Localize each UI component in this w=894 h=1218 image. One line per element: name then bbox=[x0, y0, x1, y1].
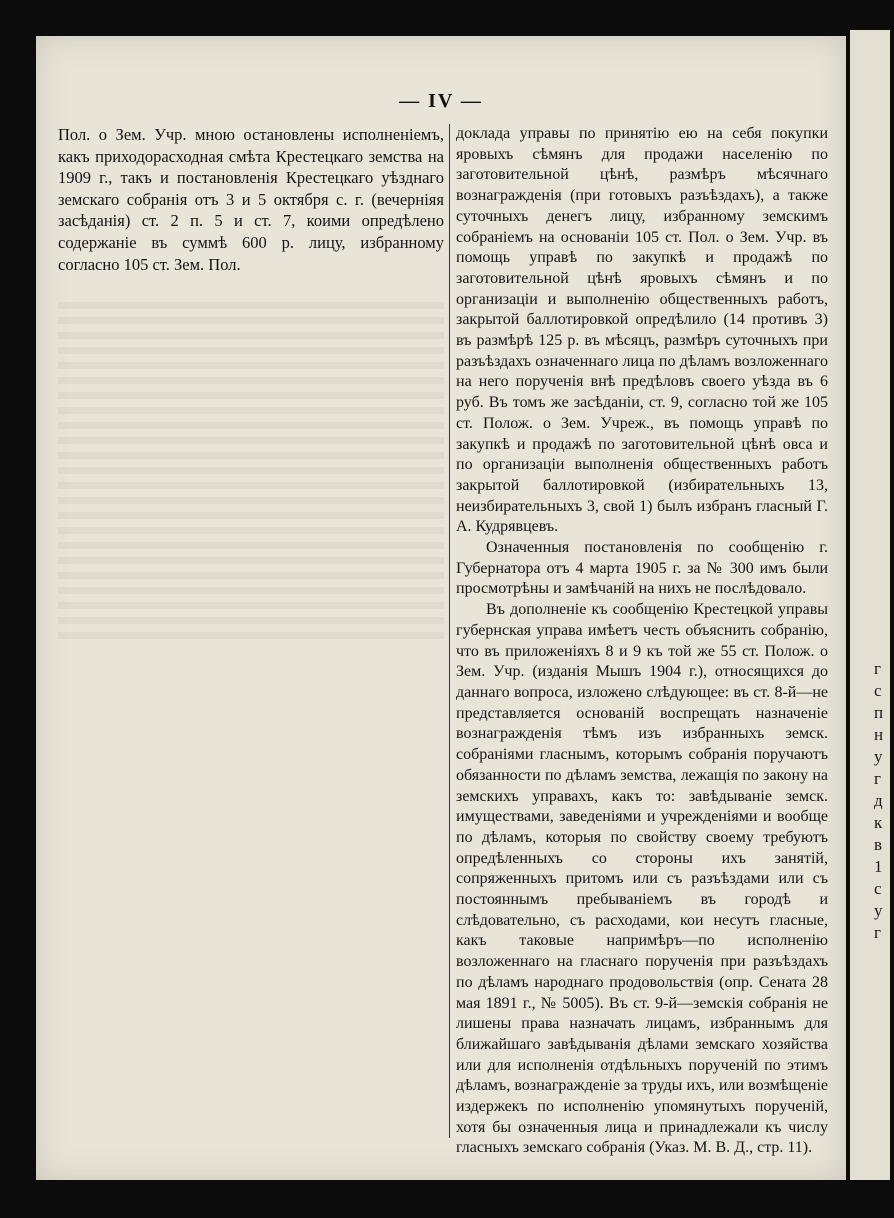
right-paragraph-3: Въ дополненіе къ сообщенію Крестецкой управы губернская управа имѣетъ честь объяснить собранію, что въ приложеніяхъ 8 и 9 къ той же 55 ст. Полож. о Зем. Учр. (изданія Мышъ 1904 г.), относящихся до даннаго вопроса, изложено слѣдующее: въ ст. 8-й—не представляется основаній воспрещать назначеніе вознагражденія тѣмъ изъ избранныхъ земск. собраніями гласнымъ, которымъ собранія поручаютъ обязанности по дѣламъ земства, лежащія по закону на земскихъ управахъ, какъ то: завѣдываніе земск. имуществами, заведеніями и учрежденіями и вообще по дѣламъ, которыя по свойству своему требуютъ опредѣленныхъ со стороны ихъ занятій, сопряженныхъ притомъ или съ разъѣздами или съ постояннымъ пребываніемъ въ городѣ и слѣдовательно, съ расходами, кои несутъ гласные, какъ таковые напримѣръ—по исполненію возложеннаго на гласнаго порученія при разъѣздахъ по дѣламъ народнаго продовольствія (опр. Сената 28 мая 1891 г., № 5005). Въ ст. 9-й—земскія собранія не лишены права назначать лицамъ, избраннымъ для ближайшаго завѣдыванія дѣлами земскаго хозяйства или для исполненія отдѣльныхъ порученій по этимъ дѣламъ, вознагражденіе за труды ихъ, или возмѣщеніе издержекъ по исполненію упомянутыхъ порученій, хотя бы означенныя лица и принадлежали къ числу гласныхъ земскаго собранія (Указ. М. В. Д., стр. 11). bbox=[456, 601, 828, 1157]
left-column bbox=[58, 124, 444, 275]
edge-fragment: п bbox=[874, 703, 884, 722]
edge-fragment: у bbox=[874, 901, 883, 920]
edge-fragment: в bbox=[874, 835, 883, 854]
edge-fragment: с bbox=[874, 879, 882, 898]
right-column bbox=[456, 124, 828, 1159]
adjacent-page-edge bbox=[850, 30, 890, 1180]
edge-fragment: у bbox=[874, 747, 883, 766]
edge-fragment: к bbox=[874, 813, 883, 832]
edge-fragment: 1 bbox=[874, 857, 883, 876]
edge-fragment: г bbox=[874, 923, 881, 942]
edge-fragment: г bbox=[874, 659, 881, 678]
right-paragraph-1: доклада управы по принятію ею на себя покупки яровыхъ сѣмянъ для продажи населенію по заготовительной цѣнѣ, размѣръ мѣсячнаго вознагражденія (при готовыхъ разъѣздахъ), а также суточныхъ денегъ лицу, избранному земскимъ собраніемъ на основаніи 105 ст. Пол. о Зем. Учр. въ помощь управѣ по закупкѣ и продажѣ по заготовительной цѣнѣ яровыхъ сѣмянъ и по организаціи и выполненію общественныхъ работъ, закрытой баллотировкой опредѣлило (14 противъ 3) въ размѣрѣ 125 р. въ мѣсяцъ, размѣръ суточныхъ при разъѣздахъ означеннаго лица по дѣламъ возложеннаго на него порученія внѣ предѣловъ своего уѣзда въ 6 руб. Въ томъ же засѣданіи, ст. 9, согласно той же 105 ст. Полож. о Зем. Учреж., въ помощь управѣ по закупкѣ и продажѣ по заготовительной цѣнѣ овса и по организаціи выполненія общественныхъ работъ закрытой баллотировкой (избирательныхъ 13, неизбирательныхъ 3, свой 1) былъ избранъ гласный Г. А. Кудрявцевъ. bbox=[456, 125, 828, 536]
right-paragraph-2: Означенныя постановленія по сообщенію г. Губернатора отъ 4 марта 1905 г. за № 300 имъ были просмотрѣны и замѣчаній на нихъ не послѣдовало. bbox=[456, 539, 828, 598]
edge-fragment: с bbox=[874, 681, 882, 700]
page-number: — IV — bbox=[399, 90, 483, 112]
edge-fragment: н bbox=[874, 725, 884, 744]
document-page bbox=[36, 36, 846, 1180]
bleed-through-text bbox=[58, 294, 444, 644]
left-paragraph: Пол. о Зем. Учр. мною остановлены исполненіемъ, какъ приходорасходная смѣта Крестецкаго земства на 1909 г., такъ и постановленія Крестецкаго уѣзднаго земскаго собранія отъ 3 и 5 октября с. г. (вечерніяя засѣданія) ст. 2 п. 5 и ст. 7, коими опредѣлено содержаніе въ суммѣ 600 р. лицу, избранному согласно 105 ст. Зем. Пол. bbox=[58, 125, 444, 274]
edge-fragment: г bbox=[874, 769, 881, 788]
column-divider bbox=[449, 124, 450, 1138]
edge-fragment: д bbox=[874, 791, 883, 810]
